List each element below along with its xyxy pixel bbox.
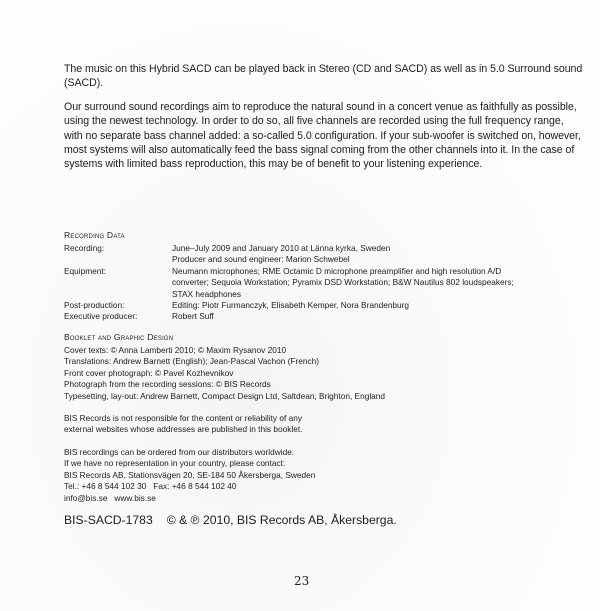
contact-email-web: info@bis.se www.bis.se [64,492,156,503]
intro-paragraph-2: Our surround sound recordings aim to reproduce the natural sound in a concert venue as faithfully as possible, using the newest technology. In order to do so, all five channels are recorded using the full frequency range, with no separate bass channel added: a so-called 5.0 configuration. If your sub-woofer is switched on, however, most systems will also automatically feed the bass signal coming from the other channels into it. In the case of systems with limited bass reproduction, this may be of benefit to your listening experience. [64,100,581,171]
executive-producer-row [64,311,584,322]
copyright-notice: © & ℗ 2010, BIS Records AB, Åkersberga. [166,513,397,527]
booklet-design-section [64,332,584,402]
disclaimer-line: BIS Records is not responsible for the content or reliability of any [64,413,302,423]
website-disclaimer [64,413,364,436]
row-label: Equipment: [64,265,106,276]
contact-address: BIS Records AB, Stationsvägen 20, SE-184 50 Åkersberga, Sweden [64,469,316,480]
row-value [172,300,584,311]
contact-info [64,447,364,504]
row-value [172,266,584,300]
row-label: Executive producer: [64,311,138,322]
value-line: Editing: Piotr Furmanczyk, Elisabeth Kemper, Nora Brandenburg [172,300,410,311]
surround-info [64,62,584,181]
recording-data-heading: Recording Data [64,230,125,240]
catalog-number: BIS-SACD-1783 [64,513,153,527]
value-line: Neumann microphones; RME Octamic D microphone preamplifier and high resolution A/D [172,265,502,276]
value-line: Robert Suff [172,311,214,322]
row-label: Recording: [64,243,105,253]
copyright-line [64,513,397,528]
recording-row [64,243,584,266]
credit-line: Photograph from the recording sessions: © BIS Records [64,379,271,390]
recording-data-section [64,230,584,323]
value-line: June–July 2009 and January 2010 at Länna kyrka, Sweden [172,243,391,253]
value-line: STAX headphones [172,288,242,299]
row-value [172,311,584,322]
credit-line: Translations: Andrew Barnett (English); Jean-Pascal Vachon (French) [64,356,320,367]
contact-line: If we have no representation in your country, please contact: [64,458,286,469]
booklet-design-heading: Booklet and Graphic Design [64,332,174,342]
value-line: Producer and sound engineer: Marion Schwebel [172,254,350,265]
row-label: Post-production: [64,300,125,311]
equipment-row [64,266,584,300]
contact-line: BIS recordings can be ordered from our distributors worldwide. [64,447,295,457]
contact-phone-fax: Tel.: +46 8 544 102 30 Fax: +46 8 544 102 40 [64,481,237,492]
credit-line: Cover texts: © Anna Lamberti 2010; © Maxim Rysanov 2010 [64,345,287,355]
page-number: 23 [294,574,310,588]
intro-paragraph-1: The music on this Hybrid SACD can be played back in Stereo (CD and SACD) as well as in 5.0 Surround sound (SACD). [64,63,583,90]
credit-line: Front cover photograph: © Pavel Kozhevnikov [64,367,234,378]
row-value [172,243,584,266]
post-production-row [64,300,584,311]
credit-line: Typesetting, lay-out: Andrew Barnett, Compact Design Ltd, Saltdean, Brighton, England [64,390,386,401]
value-line: converter; Sequoia Workstation; Pyramix DSD Workstation; B&W Nautilus 802 loudspeakers; [172,277,514,288]
disclaimer-line: external websites whose addresses are published in this booklet. [64,424,303,435]
